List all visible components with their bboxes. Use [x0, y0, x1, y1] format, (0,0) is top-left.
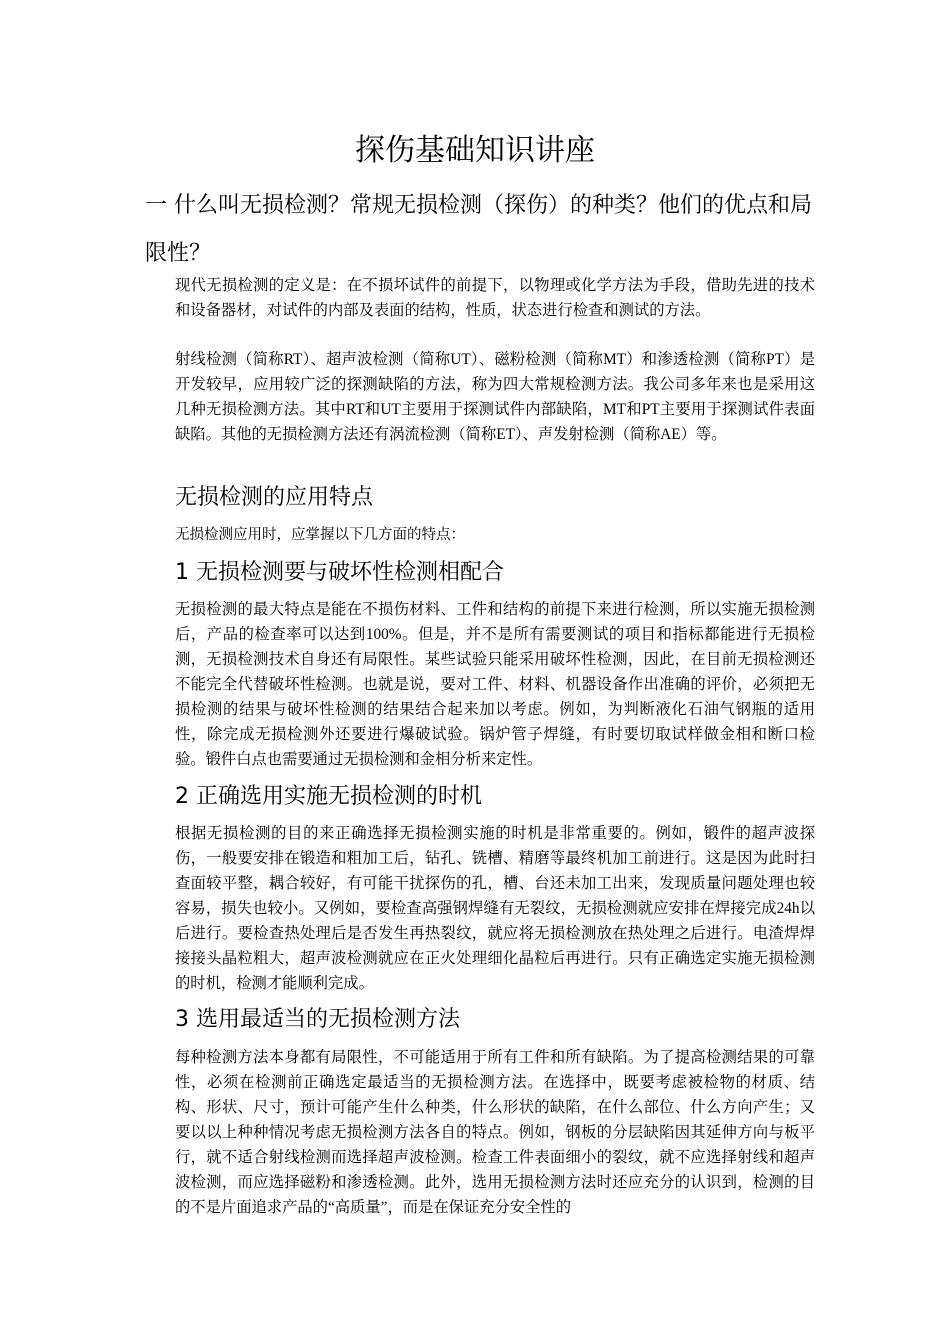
document-title: 探伤基础知识讲座: [355, 133, 595, 168]
point2-paragraph: 根据无损检测的目的来正确选择无损检测实施的时机是非常重要的。例如，锻件的超声波探伤，一般要安排在锻造和粗加工后，钻孔、铣槽、精磨等最终机加工前进行。这是因为此时扫查面较平整，耦合较好，有可能干扰探伤的孔，槽、台还未加工出来，发现质量问题处理也较容易，损失也较小。又例如，要检查高强钢焊缝有无裂纹，无损检测就应安排在焊接完成24h以后进行。要检查热处理后是否发生再热裂纹，就应将无损检测放在热处理之后进行。电渣焊焊接接头晶粒粗大，超声波检测就应在正火处理细化晶粒后再进行。只有正确选定实施无损检测的时机，检测才能顺利完成。: [175, 825, 815, 992]
point1-paragraph: 无损检测的最大特点是能在不损伤材料、工件和结构的前提下来进行检测，所以实施无损检测后，产品的检查率可以达到100%。但是，并不是所有需要测试的项目和指标都能进行无损检测，无损检测技术自身还有局限性。某些试验只能采用破坏性检测，因此，在目前无损检测还不能完全代替破坏性检测。也就是说，要对工件、材料、机器设备作出准确的评价，必须把无损检测的结果与破坏性检测的结果结合起来加以考虑。例如，为判断液化石油气钢瓶的适用性，除完成无损检测外还要进行爆破试验。锅炉管子焊缝，有时要切取试样做金相和断口检验。锻件白点也需要通过无损检测和金相分析来定性。: [175, 601, 815, 768]
section1-heading: 一 什么叫无损检测？常规无损检测（探伤）的种类？他们的优点和局限性？: [145, 193, 812, 266]
point3-heading: 3 选用最适当的无损检测方法: [175, 1007, 460, 1032]
point3-paragraph: 每种检测方法本身都有局限性，不可能适用于所有工件和所有缺陷。为了提高检测结果的可靠性，必须在检测前正确选定最适当的无损检测方法。在选择中，既要考虑被检物的材质、结构、形状、尺寸，预计可能产生什么种类，什么形状的缺陷，在什么部位、什么方向产生；又要以以上种种情况考虑无损检测方法各自的特点。例如，钢板的分层缺陷因其延伸方向与板平行，就不适合射线检测而选择超声波检测。检查工件表面细小的裂纹，就不应选择射线和超声波检测，而应选择磁粉和渗透检测。此外，选用无损检测方法时还应充分的认识到，检测的目的不是片面追求产品的“高质量”，而是在保证充分安全性的: [175, 1049, 815, 1216]
methods-paragraph: 射线检测（简称RT）、超声波检测（简称UT）、磁粉检测（简称MT）和渗透检测（简称PT）是开发较早，应用较广泛的探测缺陷的方法，称为四大常规检测方法。我公司多年来也是采用这几种无损检测方法。其中RT和UT主要用于探测试件内部缺陷，MT和PT主要用于探测试件表面缺陷。其他的无损检测方法还有涡流检测（简称ET）、声发射检测（简称AE）等。: [175, 351, 815, 443]
definition-paragraph: 现代无损检测的定义是：在不损坏试件的前提下，以物理或化学方法为手段，借助先进的技术和设备器材，对试件的内部及表面的结构，性质，状态进行检查和测试的方法。: [175, 277, 815, 319]
features-heading: 无损检测的应用特点: [175, 485, 374, 510]
point1-heading: 1 无损检测要与破坏性检测相配合: [175, 560, 504, 585]
point2-heading: 2 正确选用实施无损检测的时机: [175, 784, 482, 809]
features-lead: 无损检测应用时，应掌握以下几方面的特点：: [175, 527, 465, 543]
